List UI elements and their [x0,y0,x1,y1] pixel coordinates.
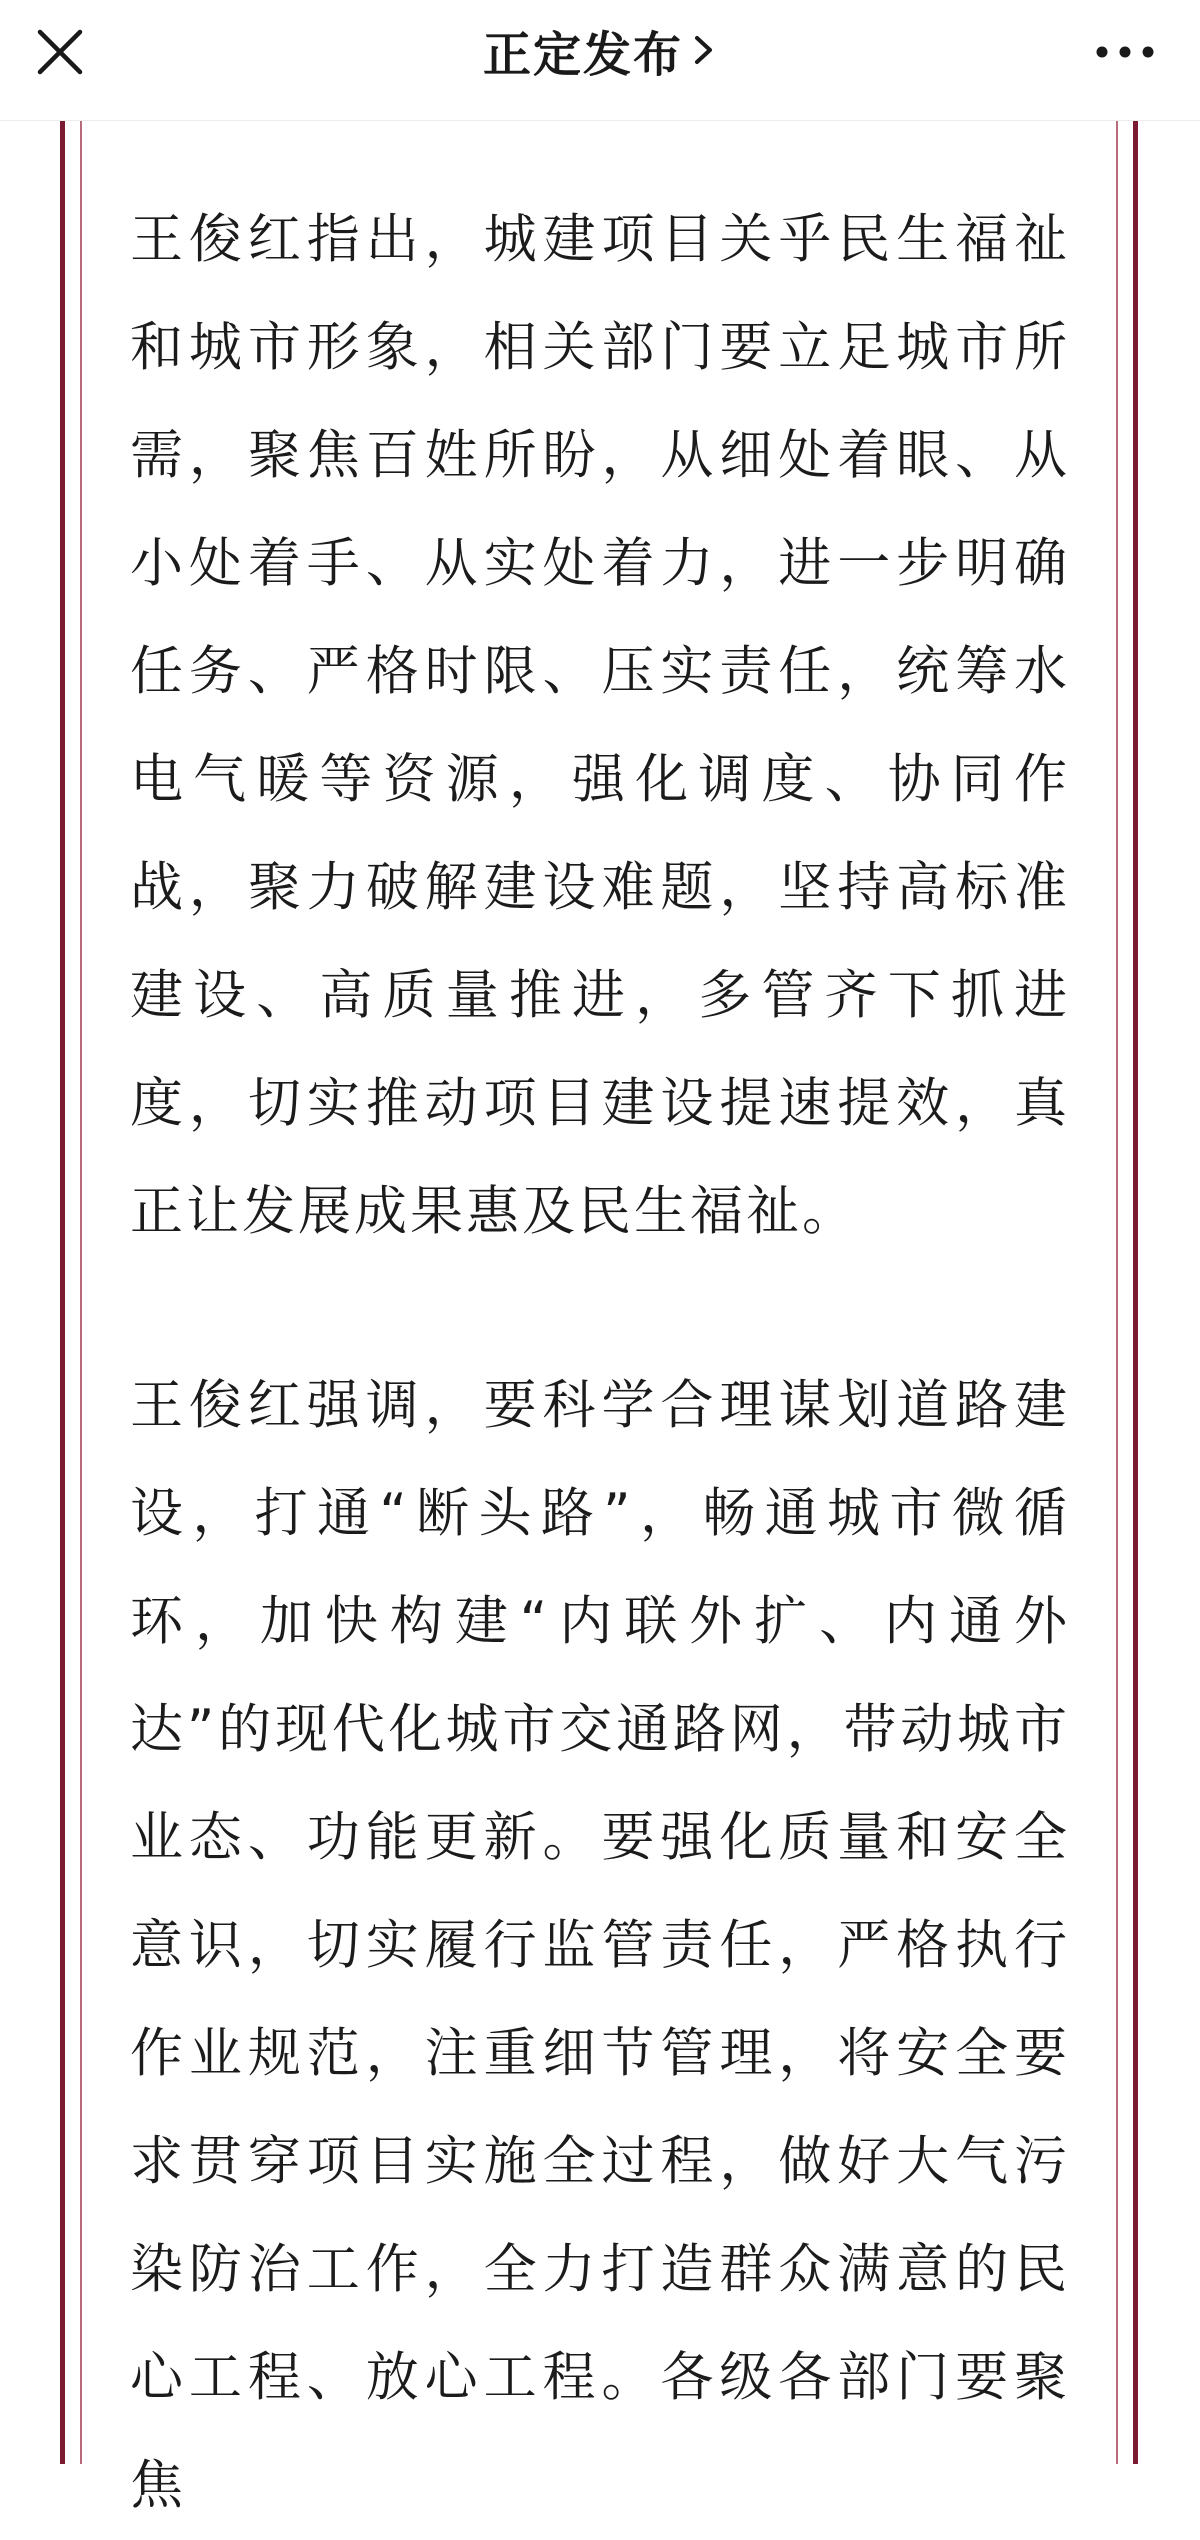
article-body [130,186,1070,2540]
paragraph-spacer [130,1266,1070,1352]
chevron-right-icon [691,30,717,70]
frame-border-left-inner [80,120,82,2464]
top-navigation-bar [0,0,1200,121]
more-dots-icon [1090,30,1160,74]
frame-border-right-outer [1133,120,1138,2464]
article-paragraph-1: 王俊红指出，城建项目关乎民生福祉和城市形象，相关部门要立足城市所需，聚焦百姓所盼，从细处着眼、从小处着手、从实处着力，进一步明确任务、严格时限、压实责任，统筹水电气暖等资源，强化调度、协同作战，聚力破解建设难题，坚持高标准建设、高质量推进，多管齐下抓进度，切实推动项目建设提速提效，真正让发展成果惠及民生福祉。 [130,209,1070,1242]
frame-border-right-inner [1116,120,1118,2464]
article-paragraph-2: 王俊红强调，要科学合理谋划道路建设，打通“断头路”，畅通城市微循环，加快构建“内联外扩、内通外达”的现代化城市交通路网，带动城市业态、功能更新。要强化质量和安全意识，切实履行监管责任，严格执行作业规范，注重细节管理，将安全要求贯穿项目实施全过程，做好大气污染防治工作，全力打造群众满意的民心工程、放心工程。各级各部门要聚焦 [130,1375,1070,2516]
account-title-link[interactable] [0,0,1200,100]
more-options-button[interactable] [1090,30,1160,74]
frame-border-left-outer [60,120,65,2464]
page-title: 正定发布 [482,26,683,83]
